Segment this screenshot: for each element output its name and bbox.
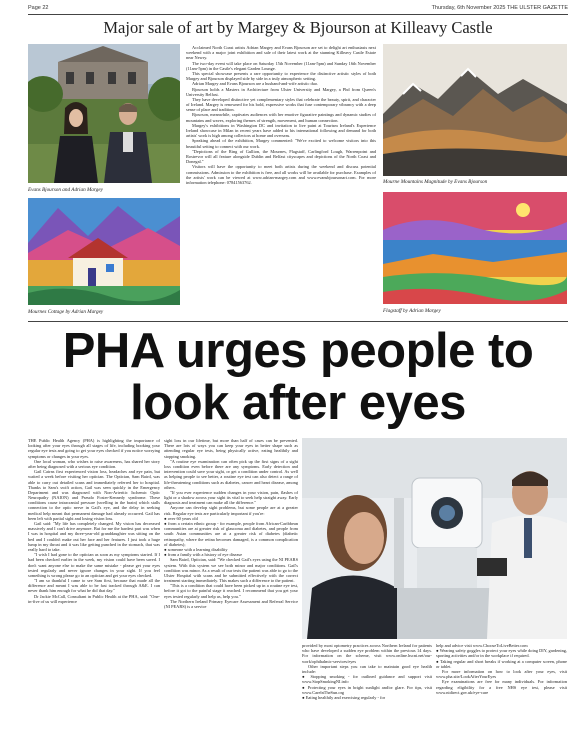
pha-paragraph: Other important steps you can take to maintain good eye health include: [302,663,432,674]
pha-paragraph: "A routine eye examination can often pick up the first signs of a sight loss condition even before there are any symptoms. Early detection and intervention could save your sight, or get a condition under control. As well as helping people to see better, a routine eye test can also detect a range of life-threatening conditions such as diabetes, cancer and heart disease, among others. [164,458,298,490]
pha-column-2 [164,438,298,734]
pha-paragraph: "This is a condition that could have been picked up in a routine eye test, before it got to the painful stage it reached. I recommend that you get your eyes tested regularly and help us, help you." [164,583,298,599]
mournes-cottage-painting [28,198,180,305]
eye-test-photo [302,438,567,639]
caption-mountains: Mourne Mountains Magnitude by Evans Bjourson [383,179,488,185]
pha-bullet: ● from a certain ethnic group - for example, people from African-Caribbean communities are at greater risk of glaucoma and diabetes, and people from south Asian communities are at a greater risk of diabetes (diabetic retinopathy, where the retina becomes damaged, is a common complication of diabetes); [164,521,298,547]
art-paragraph: The two-day event will take place on Saturday 15th November (11am-5pm) and Sunday 16th November (11am-5pm) in the Castle's elegant Garden Lounge. [186,60,376,71]
page-header [28,5,568,14]
caption-flagstaff: Flagstaff by Adrian Margey [383,308,441,314]
pha-bullet: ● Taking regular and short breaks if working at a computer screen, phone or tablet. [436,658,567,669]
caption-artists: Evans Bjourson and Adrian Margey [28,187,103,193]
art-headline: Major sale of art by Margey & Bjourson at Killeavy Castle [103,18,493,37]
pha-paragraph: "I wish I had gone to the optician as soon as my symptoms started. If I had been checked earlier in the week, my vision could have been saved. I don't want anyone else to make the same mistake - please get your eyes tested regularly and never ignore changes in your sight. If you feel something is wrong please go to an optician and get your eyes checked. [28,552,160,578]
art-paragraph: Visitors will have the opportunity to meet both artists during the weekend and discuss potential commissions. Admission to the exhibition is free, and all works will be available for purchase. Examples of the artists' work can be viewed at www.adrian-margey.com and www.evansbjoursonart.com. For more information telephone: 07841563762. [186,164,376,185]
pha-bullet: ● Stopping smoking - for outlined guidance and support visit www.StopSmokingNI.info [302,674,432,685]
page-number: Page 22 [28,5,49,11]
pha-paragraph: provided by most optometry practices across Northern Ireland for patients who have developed a sudden eye problem within the previous 14 days. For information on the scheme, visit www.online.hscni.net/our-work/ophthalmic-services/eyes [302,643,432,664]
pha-paragraph: Anyone can develop sight problems, but some people are at a greater risk. Regular eye tests are particularly important if you're: [164,505,298,516]
pha-paragraph: sight loss in our lifetime, but more than half of cases can be prevented. There are lots of ways you can keep your eyes in better shape such as attending regular eye tests, being physically active, eating healthily and stopping smoking. [164,438,298,459]
art-paragraph: Bjourson, meanwhile, captivates audiences with her emotive figurative paintings and dynamic studies of mountains and waves, exploring themes of strength, movement, and human connection. [186,112,376,123]
pha-paragraph: Gail Cairns first experienced vision loss, headaches and eye pain, but waited a week before visiting her optician. The Optician, Sam Baird, was able to carry out detailed scans and immediately referred her to hospital. Thanks to Sam's swift action, Gail was seen quickly in the Emergency Department and was diagnosed with Non-Arteritic Ischemic Optic Neuropathy (NAION) and Pseudo Foster-Kennedy syndrome. These conditions cause intracranial pressure (swelling in the brain) which stalls connection to the optic nerve in Gail's eye, and the delay in seeking medical help meant that permanent damage had already occurred. Gail has been left with partial sight and losing vision loss. [28,469,160,521]
pha-headline-line2: look after eyes [130,376,466,430]
section-rule [28,321,568,322]
pha-paragraph: "I am so thankful I came to see Sam first, because that made all the difference and meant I was able to be fast tracked through A&E. I can never thank him enough for what he did that day." [28,578,160,594]
pha-column-1 [28,438,160,734]
pha-paragraph: The Northern Ireland Primary Eyecare Assessment and Referral Service (NI PEARS) is a service [164,598,298,609]
pha-bullet: ● Eating healthily and exercising regularly - for [302,694,386,700]
pha-paragraph: Sam Baird, Optician, said: "We checked Gail's eyes using the NI PEARS system. With this system we see both minor and major conditions. Gail's condition was minor. As a result of our tests the patient was able to go to the Ulster Hospital with scans and be submitted effectively with the correct treatment starting immediately. This makes such a difference to the patient. [164,557,298,584]
art-paragraph: Adrian Margey and Evans Bjourson are a husband-and-wife artistic duo. [192,81,319,87]
pha-headline-line1: PHA urges people to [62,324,534,378]
pha-paragraph: For more information on how to look after your eyes, visit www.pha.site/LookAfterYourEyes [436,668,567,680]
art-paragraph: This special showcase presents a rare opportunity to experience the distinctive artistic styles of both Margey and Bjourson displayed side by side in a truly atmospheric setting. [186,70,376,82]
art-paragraph: "Depictions of the Ring of Gullion, the Mournes, Flagstaff, Carlingford Lough, Warrenpoint and Rostrevor will all feature alongside Dublin and Belfast cityscapes and depictions of the North Coast and Donegal." [186,148,376,165]
date-line: Thursday, 6th November 2025 THE ULSTER GAZETTE [431,5,568,11]
pha-bullet: ● Wearing safety goggles to protect your eyes while doing DIY, gardening, sporting activities and/or in the workplace if required. [436,648,567,659]
art-paragraph: They have developed distinctive yet complementary styles that celebrate the beauty, spirit, and character of Ireland. Margey is renowned for his bold, expressive works that fuse contemporary vibrancy with a deep sense of place and tradition. [186,96,376,113]
pha-paragraph: help and advice visit www.ChooseToLiveBetter.com [436,643,528,648]
header-rule [28,14,568,15]
pha-paragraph: "If you ever experience sudden changes in your vision, pain, flashes of light or a shadow across your sight its vital to seek help straight away. Early diagnosis and treatment can make all the difference." [164,489,298,506]
flagstaff-painting [383,192,567,304]
pha-paragraph: Gail said: "My life has completely changed. My vision has decreased massively and I can't drive anymore. But for me the hardest part was when I was in hospital and my three-year-old granddaughter was sitting on the bed and I couldn't make out her face and her features. I just took a huge lump in my throat and it was like getting punched in the stomach, that was really hard to take. [28,521,160,552]
art-paragraph: Acclaimed North Coast artists Adrian Margey and Evans Bjourson are set to delight art enthusiasts next weekend with a major joint exhibition and sale of their latest work at the stunning Killeavy Castle Estate near Newry. [186,45,376,61]
art-story-body [186,45,376,317]
art-paragraph: Speaking ahead of the exhibition, Margey commented: "We're excited to welcome visitors into this beautiful setting to connect with our work. [186,138,376,149]
mourne-mountains-painting [383,44,567,176]
artists-photo [28,44,180,183]
pha-column-3 [302,643,432,735]
pha-bullet: ● over 60 years old [164,515,198,521]
pha-bullet: ● from a family with a history of eye disease [164,552,243,558]
pha-paragraph: Eye examinations are free for many individuals. For information regarding eligibility for a free NHS eye test, please visit www.nidirect.gov.uk/eye-care [436,679,567,695]
pha-paragraph: Dr Jackie McCall, Consultant in Public Health at the PHA, said: "One-in-five of us will experience [28,593,160,604]
pha-bullet: ● someone with a learning disability [164,546,228,552]
art-paragraph: Bjourson holds a Masters in Architecture from Ulster University and Margey, a Phd from Queen's University Belfast. [186,86,376,97]
pha-paragraph: One local woman, who wishes to raise awareness, has shared her story after being diagnosed with a serious eye condition. [28,458,160,469]
pha-bullet: ● Protecting your eyes in bright sunlight and/or glare. For tips, visit www.CarelnTheSun.org [302,684,432,695]
art-paragraph: Margey's exhibitions in Washington DC and invitation to live paint at Tourism Ireland's Experience Ireland showcase in Milan in recent years have added to his international following and demand for both artists' work is high among collectors at home and overseas. [186,122,376,139]
pha-paragraph: THE Public Health Agency (PHA) is highlighting the importance of looking after your eyes through all stages of life, including booking your regular eye tests and going to get your eyes checked if you notice worrying symptoms or changes in your eyes. [28,438,160,459]
pha-column-4 [436,643,567,735]
caption-cottage: Mournes Cottage by Adrian Margey [28,309,104,315]
